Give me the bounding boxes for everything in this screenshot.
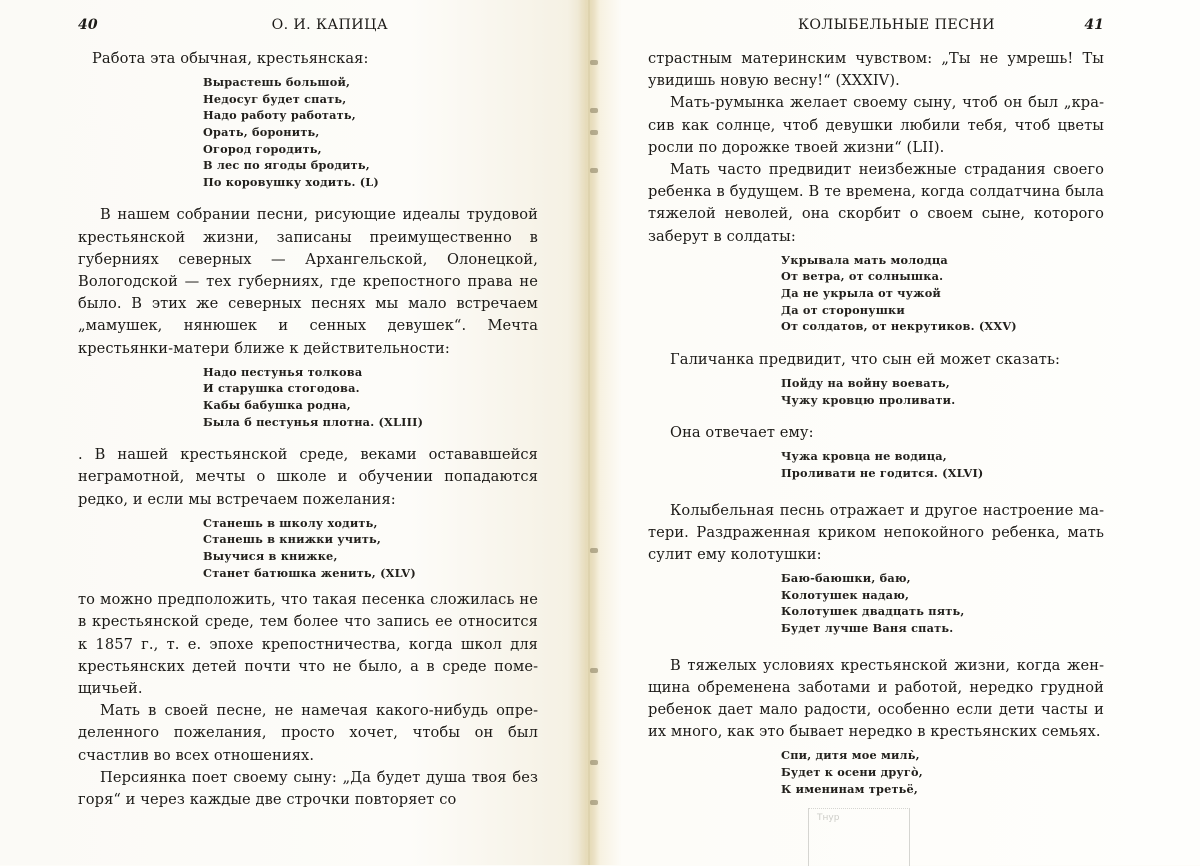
library-stamp: [808, 808, 910, 866]
verse-block: [78, 515, 538, 581]
verse-block: [78, 364, 538, 430]
paragraph: Галичанка предвидит, что сын ей может сказать:: [670, 350, 1061, 368]
verse-line: От ветра, от солнышка.: [781, 269, 944, 284]
left-page-content: [78, 14, 538, 811]
verse-line: Надо работу работать,: [203, 108, 356, 123]
verse-line: Надо пестунья толкова: [203, 364, 363, 379]
paragraph: Мать в своей песне, не намечая какого-нибудь определенного пожелания, просто хочет, чтобы он был счастлив во всех отношениях.: [78, 702, 538, 764]
binding-stitch-mark: [590, 548, 598, 553]
verse-line: Недосуг будет спать,: [203, 91, 347, 106]
verse-line: Станешь в школу ходить,: [203, 515, 378, 530]
verse-line: Чужу кровцю проливати.: [781, 392, 956, 407]
paragraph: . В нашей крестьянской среде, веками остававшейся неграмотной, мечты о школе и обучении попадаются редко, и если мы встречаем пожелания:: [78, 446, 538, 508]
page-number-left: 40: [78, 17, 98, 33]
paragraph: страстным материнским чувством: „Ты не умрешь! Ты увидишь новую весну!“ (XXXIV).: [648, 50, 1104, 90]
verse-line: Кабы бабушка родна,: [203, 397, 351, 412]
verse-block: [648, 252, 1104, 335]
verse-line: Проливати не годится. (XLVI): [781, 465, 984, 480]
binding-stitch-mark: [590, 800, 598, 805]
binding-stitch-mark: [590, 760, 598, 765]
verse-block: [648, 448, 1104, 481]
verse-line: Укрывала мать молодца: [781, 252, 948, 267]
left-page: [0, 0, 585, 865]
binding-stitch-mark: [590, 168, 598, 173]
paragraph: Мать-румынка желает своему сыну, чтоб он был „красив как солнце, чтоб девушки любили тебя, чтоб цветы росли по дорожке твоей жизни“ (LII).: [648, 94, 1104, 156]
verse-line: Огород городить,: [203, 141, 322, 156]
stamp-text: Тнур: [817, 813, 840, 823]
verse-line: Чужа кровца не водица,: [781, 449, 947, 464]
verse-line: Баю-баюшки, баю,: [781, 571, 911, 586]
paragraph: Она отвечает ему:: [670, 424, 814, 442]
paragraph: Персиянка поет своему сыну: „Да будет душа твоя без горя“ и через каждые две строчки повторяет со: [78, 768, 538, 808]
verse-line: Орать, боронить,: [203, 124, 320, 139]
author-header: О. И. КАПИЦА: [271, 17, 388, 33]
binding-stitch-mark: [590, 60, 598, 65]
verse-line: От солдатов, от некрутиков. (XXV): [781, 319, 1017, 334]
right-running-head: [648, 14, 1104, 40]
paragraph: Колыбельная песнь отражает и другое настроение матери. Раздраженная криком непокойного ребенка, мать сулит ему колотушки:: [648, 501, 1104, 563]
right-page-content: [648, 14, 1104, 805]
verse-block: [648, 570, 1104, 636]
chapter-header: КОЛЫБЕЛЬНЫЕ ПЕСНИ: [798, 17, 995, 33]
right-page: [585, 0, 1200, 865]
verse-block: [648, 747, 1104, 797]
verse-line: Вырастешь большой,: [203, 75, 351, 90]
verse-line: Станешь в книжки учить,: [203, 532, 382, 547]
verse-line: Выучися в книжке,: [203, 548, 338, 563]
verse-line: Колотушек двадцать пять,: [781, 604, 965, 619]
verse-block: [648, 375, 1104, 408]
left-running-head: [78, 14, 538, 40]
verse-line: Будет лучше Ваня спать.: [781, 620, 954, 635]
verse-block: [78, 74, 538, 190]
verse-line: Да не укрыла от чужой: [781, 286, 942, 301]
verse-line: В лес по ягоды бродить,: [203, 158, 370, 173]
verse-line: И старушка стогодова.: [203, 381, 360, 396]
verse-line: Да от сторонушки: [781, 302, 905, 317]
verse-line: Спи, дитя мое миль̀,: [781, 748, 920, 763]
binding-stitch-mark: [590, 668, 598, 673]
verse-line: Колотушек надаю,: [781, 587, 910, 602]
paragraph: Работа эта обычная, крестьянская:: [92, 50, 369, 67]
verse-line: Пойду на войну воевать,: [781, 376, 950, 390]
paragraph: В нашем собрании песни, рисующие идеалы трудовой крестьянской жизни, записаны преимущественно в губерниях северных — Архангельской, Олонецкой, Вологодской — тех губерниях, где крепостного права не было. В этих же северных песнях мы мало встречаем „мамушек, нянюшек и сенных девушек“. Мечта крестьянки-матери ближе к действительности:: [78, 206, 538, 357]
binding-stitch-mark: [590, 108, 598, 113]
paragraph: то можно предположить, что такая песенка сложилась не в крестьянской среде, тем более что запись ее относится к 1857 г., т. е. эпохе крепостничества, когда школ для крестьянских детей почти что не было, а в среде помещичьей.: [78, 591, 538, 697]
verse-line: Станет батюшка женить, (XLV): [203, 565, 416, 580]
verse-line: К именинам третьё,: [781, 781, 919, 796]
paragraph: В тяжелых условиях крестьянской жизни, когда женщина обременена заботами и работой, нередко грудной ребенок дает мало радости, особенно если дети часты и их много, как это бывает нередко в крестьянских семьях.: [648, 656, 1104, 741]
verse-line: По коровушку ходить. (L): [203, 174, 379, 189]
verse-line: Будет к осени другò,: [781, 764, 923, 779]
verse-line: Была б пестунья плотна. (XLIII): [203, 414, 424, 429]
binding-stitch-mark: [590, 130, 598, 135]
paragraph: Мать часто предвидит неизбежные страдания своего ребенка в будущем. В те времена, когда солдатчина была тяжелой неволей, она скорбит о своем сыне, которого заберут в солдаты:: [648, 161, 1104, 245]
page-number-right: 41: [1084, 17, 1104, 33]
